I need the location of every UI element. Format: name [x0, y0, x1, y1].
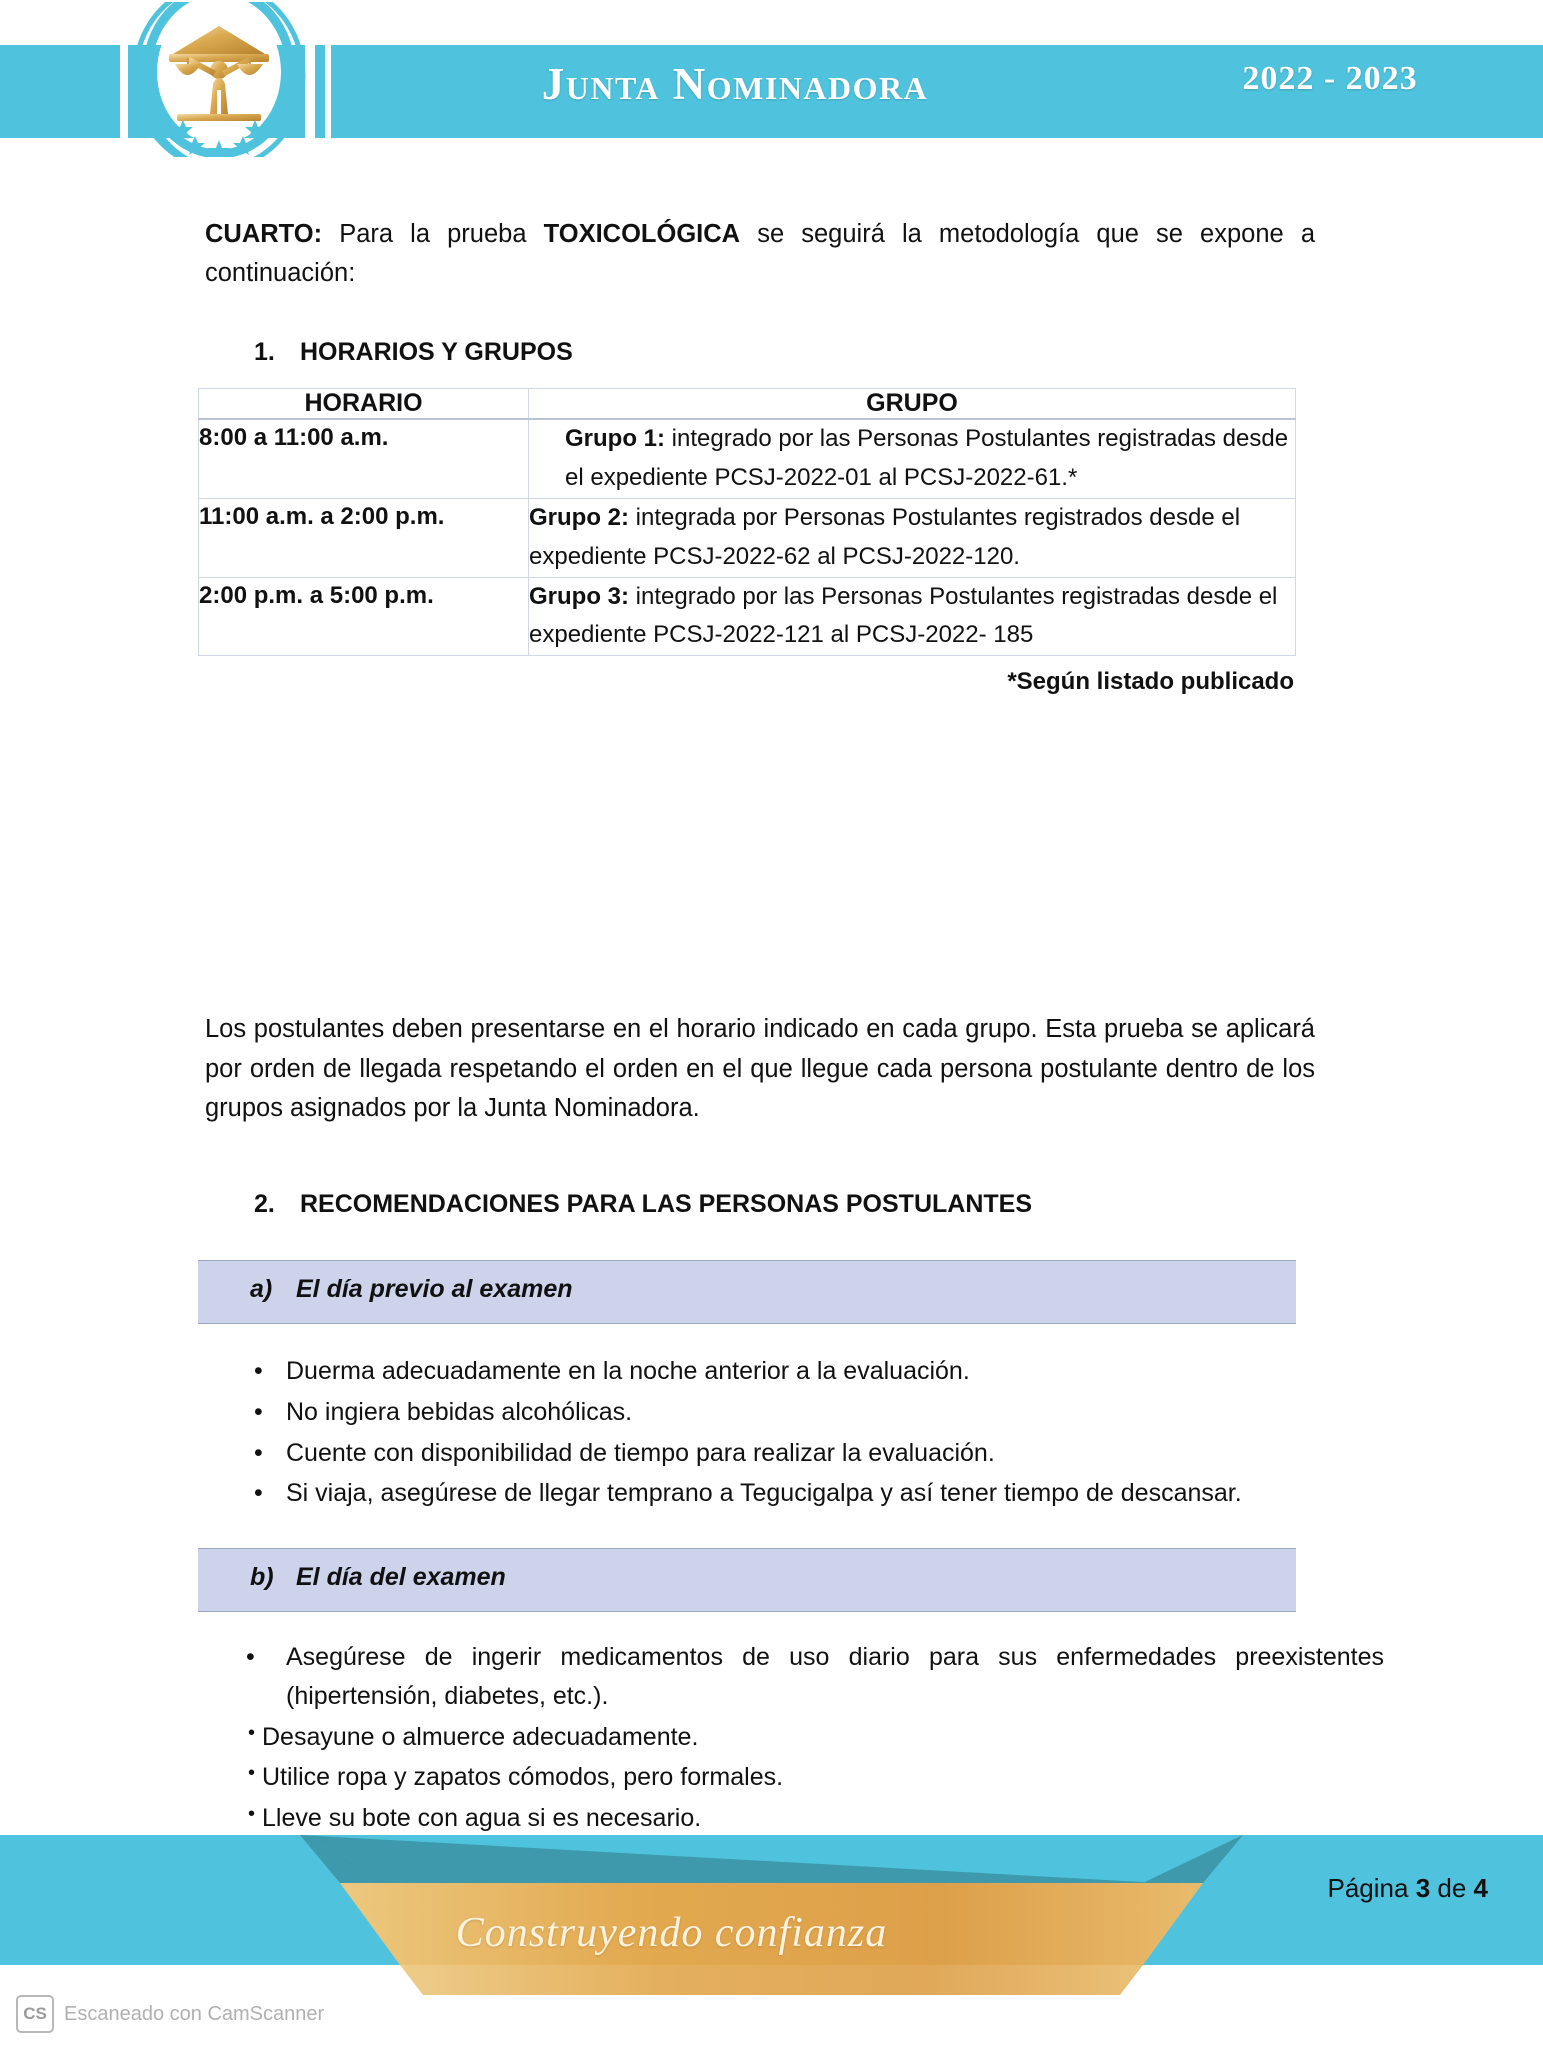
page-number-label — [1328, 1873, 1489, 1904]
subsection-a-label — [250, 1275, 573, 1304]
subsection-a-title: El día previo al examen — [296, 1275, 573, 1303]
bullet-dot-icon: • — [254, 1438, 263, 1467]
intro-text-before: Para la prueba — [322, 220, 544, 248]
page-prefix: Página — [1327, 1873, 1416, 1903]
intro-label: CUARTO: — [205, 220, 323, 248]
table-header-row — [199, 389, 1296, 420]
table-row — [199, 498, 1296, 577]
table-header-horario: HORARIO — [199, 389, 529, 420]
camscanner-text: Escaneado con CamScanner — [64, 2002, 325, 2025]
subsection-b-letter: b) — [250, 1563, 274, 1591]
page-current: 3 — [1415, 1873, 1431, 1903]
bullet-dot-icon: • — [254, 1397, 263, 1426]
list-item — [198, 1474, 1371, 1513]
list-item-text: Utilice ropa y zapatos cómodos, pero formales. — [262, 1763, 784, 1792]
grupo-label: Grupo 3: — [529, 582, 629, 610]
section-heading-horarios — [254, 338, 573, 367]
table-row — [199, 577, 1296, 656]
bullet-dot-icon: • — [248, 1721, 256, 1744]
list-item-text: Lleve su bote con agua si es necesario. — [262, 1804, 702, 1832]
bullet-dot-icon: • — [248, 1762, 256, 1785]
page-total: 4 — [1473, 1873, 1488, 1903]
horarios-grupos-table-wrapper — [198, 388, 1296, 702]
list-item — [198, 1638, 1384, 1716]
header-title: Junta Nominadora — [541, 59, 929, 109]
bullet-dot-icon: • — [254, 1479, 263, 1508]
footer-ribbon — [0, 1835, 1543, 1995]
list-item-text: No ingiera bebidas alcohólicas. — [286, 1397, 633, 1426]
horarios-grupos-table — [198, 388, 1296, 656]
grupo-label: Grupo 2: — [529, 503, 629, 531]
intro-paragraph — [205, 215, 1315, 293]
list-item-text: Asegúrese de ingerir medicamentos de uso diario para sus enfermedades preexistentes (hipertensión, diabetes, etc.). — [286, 1643, 1384, 1710]
intro-text-after: se seguirá la metodología que se expone a continuación: — [205, 220, 1316, 287]
footer-slogan: Construyendo confianza — [455, 1910, 888, 1956]
table-cell-horario: 2:00 p.m. a 5:00 p.m. — [199, 577, 529, 656]
section-2-number: 2. — [254, 1190, 275, 1218]
list-item-text: Desayune o almuerce adecuadamente. — [262, 1722, 699, 1751]
section-heading-recomendaciones — [254, 1190, 1032, 1219]
table-cell-horario: 8:00 a 11:00 a.m. — [199, 419, 529, 498]
table-cell-grupo — [529, 577, 1296, 656]
bullet-dot-icon: • — [254, 1357, 263, 1385]
section-2-title: RECOMENDACIONES PARA LAS PERSONAS POSTULANTES — [300, 1190, 1033, 1218]
list-item — [198, 1758, 1298, 1797]
section-1-title: HORARIOS Y GRUPOS — [300, 338, 573, 366]
list-item — [198, 1434, 1298, 1473]
table-cell-grupo — [529, 498, 1296, 577]
list-item-text: Cuente con disponibilidad de tiempo para realizar la evaluación. — [286, 1438, 995, 1467]
list-item-text: Si viaja, asegúrese de llegar temprano a Tegucigalpa y así tener tiempo de descansar. — [286, 1479, 1242, 1508]
page-mid: de — [1430, 1873, 1474, 1903]
grupo-text: integrada por Personas Postulantes registrados desde el expediente PCSJ-2022-62 al PCSJ-2022-120. — [529, 503, 1241, 570]
table-cell-grupo — [529, 419, 1296, 498]
paragraph-after-table: Los postulantes deben presentarse en el horario indicado en cada grupo. Esta prueba se aplicará por orden de llegada respetando el orden en el que llegue cada persona postulante dentro de los grupos asignados por la Junta Nominadora. — [205, 1015, 1315, 1123]
bullet-list-a — [198, 1352, 1298, 1515]
list-item — [198, 1799, 1298, 1838]
header-years: 2022 - 2023 — [1242, 60, 1418, 97]
grupo-text: integrado por las Personas Postulantes registradas desde el expediente PCSJ-2022-121 al PCSJ-2022- 185 — [529, 582, 1278, 649]
scales-of-justice-seal-icon — [125, 2, 313, 157]
page-header — [0, 0, 1543, 160]
list-item — [198, 1352, 1298, 1391]
table-footnote: *Según listado publicado — [1007, 668, 1294, 696]
table-row — [199, 419, 1296, 498]
subsection-banner-a — [198, 1260, 1296, 1324]
header-band-divider-3 — [325, 45, 331, 138]
subsection-b-label — [250, 1563, 506, 1592]
list-item-text: Duerma adecuadamente en la noche anterior a la evaluación. — [286, 1357, 970, 1385]
bullet-dot-icon: • — [246, 1643, 255, 1671]
bullet-dot-icon: • — [248, 1803, 256, 1825]
table-header-grupo: GRUPO — [529, 389, 1296, 420]
camscanner-watermark — [16, 1995, 324, 2033]
grupo-text: integrado por las Personas Postulantes registradas desde el expediente PCSJ-2022-01 al PCSJ-2022-61.* — [565, 425, 1289, 491]
section-1-number: 1. — [254, 338, 275, 366]
camscanner-logo-icon: CS — [16, 1995, 54, 2033]
list-item — [198, 1393, 1298, 1432]
grupo-label: Grupo 1: — [565, 425, 665, 452]
subsection-banner-b — [198, 1548, 1296, 1612]
page-footer — [0, 1835, 1543, 1965]
subsection-b-title: El día del examen — [296, 1563, 506, 1591]
subsection-a-letter: a) — [250, 1275, 273, 1303]
list-item — [198, 1718, 1298, 1757]
table-cell-horario: 11:00 a.m. a 2:00 p.m. — [199, 498, 529, 577]
intro-keyword: TOXICOLÓGICA — [543, 220, 741, 248]
